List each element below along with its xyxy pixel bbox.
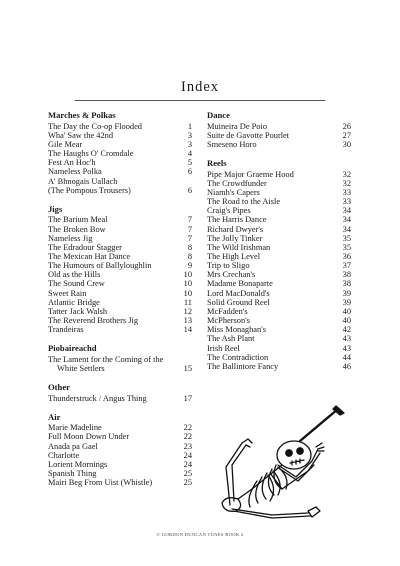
index-entry <box>207 234 351 243</box>
page-number: 30 <box>342 139 351 149</box>
tune-title: The Contradiction <box>207 352 269 362</box>
index-entry <box>207 140 351 149</box>
tune-title: Madame Bonaparte <box>207 279 273 289</box>
index-entry <box>48 243 192 252</box>
index-section <box>207 159 351 371</box>
index-entry <box>48 469 192 478</box>
page-number: 42 <box>342 325 351 335</box>
index-entry <box>48 167 192 176</box>
index-entry <box>48 215 192 224</box>
tune-title: The Lament for the Coming of the <box>48 354 164 364</box>
index-entry <box>48 460 192 469</box>
index-entry <box>207 279 351 288</box>
page-number: 13 <box>183 316 192 326</box>
page-number: 26 <box>342 121 351 131</box>
index-section <box>48 344 192 373</box>
index-entry <box>48 423 192 432</box>
page-number: 46 <box>342 361 351 371</box>
index-entry <box>48 432 192 441</box>
index-entry <box>207 316 351 325</box>
index-entry <box>48 252 192 261</box>
tune-title: Tatter Jack Walsh <box>48 306 108 316</box>
index-entry <box>207 325 351 334</box>
tune-title: Nameless Polka <box>48 167 102 177</box>
index-section <box>48 413 192 488</box>
index-entry <box>48 289 192 298</box>
index-entry <box>207 215 351 224</box>
page-number: 44 <box>342 352 351 362</box>
index-entry <box>207 252 351 261</box>
index-entry <box>48 186 192 195</box>
page-number: 32 <box>342 178 351 188</box>
tune-title: The Wild Irishman <box>207 242 271 252</box>
tune-title: The High Level <box>207 251 261 261</box>
tune-title: Atlantic Bridge <box>48 297 100 307</box>
index-entry <box>48 149 192 158</box>
page-number: 8 <box>187 251 192 261</box>
index-entry <box>207 225 351 234</box>
tune-title: Suite de Gavotte Pourlet <box>207 130 290 140</box>
tune-title: Pipe Major Graeme Hood <box>207 169 294 179</box>
page-number: 40 <box>342 306 351 316</box>
page-number: 12 <box>183 306 192 316</box>
page-number: 25 <box>183 478 192 488</box>
page-number: 10 <box>183 270 192 280</box>
index-entry <box>48 316 192 325</box>
section-heading: Piobaireachd <box>48 343 97 354</box>
page-number: 23 <box>183 441 192 451</box>
tune-title: McPherson's <box>207 316 250 326</box>
index-section <box>207 111 351 149</box>
section-heading: Dance <box>207 110 230 120</box>
index-entry <box>207 362 351 371</box>
page-number: 35 <box>342 242 351 252</box>
index-section <box>48 383 192 403</box>
page-number: 9 <box>187 261 192 271</box>
index-entry <box>207 197 351 206</box>
tune-title: Full Moon Down Under <box>48 432 130 442</box>
tune-title: Irish Reel <box>207 343 240 353</box>
index-section <box>48 111 192 195</box>
section-heading: Jigs <box>48 203 63 214</box>
page-number: 38 <box>342 270 351 280</box>
tune-title: Miss Monaghan's <box>207 325 266 335</box>
page-number: 24 <box>183 450 192 460</box>
page-number: 8 <box>187 242 192 252</box>
index-entry <box>207 170 351 179</box>
index-entry <box>48 298 192 307</box>
footer-copyright: © GORDON DUNCAN TUNES BOOK 2 <box>156 532 244 537</box>
page-number: 34 <box>342 224 351 234</box>
index-entry <box>48 140 192 149</box>
tune-title: Niamh's Capers <box>207 187 260 197</box>
page-number: 3 <box>187 130 192 140</box>
tune-title: Richard Dwyer's <box>207 224 264 234</box>
index-section <box>48 205 192 335</box>
index-entry <box>207 188 351 197</box>
tune-title: The Sound Crew <box>48 279 105 289</box>
tune-title: (The Pompous Trousers) <box>48 185 131 195</box>
tune-title: The Day the Co-op Flooded <box>48 121 142 131</box>
page-number: 25 <box>183 469 192 478</box>
page-number: 5 <box>187 158 192 168</box>
index-entry <box>48 225 192 234</box>
tune-title: The Road to the Aisle <box>207 197 281 207</box>
tune-title: The Barium Meal <box>48 215 108 225</box>
section-heading: Other <box>48 381 70 392</box>
tune-title: A' Bhnogais Uallach <box>48 176 118 186</box>
tune-title: Lord MacDonald's <box>207 288 270 298</box>
index-entry <box>48 307 192 316</box>
index-entry <box>48 270 192 279</box>
index-entry <box>48 364 192 373</box>
page-number: 1 <box>187 121 192 131</box>
skeleton-playing-whistle-icon <box>212 403 352 521</box>
index-entry <box>48 478 192 487</box>
tune-title: Spanish Thing <box>48 469 97 478</box>
tune-title: The Edradour Stagger <box>48 242 122 252</box>
tune-title: The Broken Bow <box>48 224 106 234</box>
page-number: 17 <box>183 393 192 403</box>
page-number: 33 <box>342 187 351 197</box>
tune-title: Craig's Pipes <box>207 206 251 216</box>
page-number: 24 <box>183 459 192 469</box>
tune-title: Charlotte <box>48 450 80 460</box>
index-entry <box>207 243 351 252</box>
tune-title: Fest An Hoc'h <box>48 158 96 168</box>
index-entry <box>207 131 351 140</box>
page-number: 7 <box>187 215 192 225</box>
index-entry <box>207 344 351 353</box>
index-entry <box>207 334 351 343</box>
tune-title: The Reverend Brothers Jig <box>48 316 139 326</box>
page-number: 6 <box>187 185 192 195</box>
index-entry <box>48 279 192 288</box>
section-heading: Reels <box>207 157 227 168</box>
title-rule <box>75 100 325 101</box>
tune-title: White Settlers <box>57 364 105 373</box>
page-number: 22 <box>183 432 192 442</box>
tune-title: Mairi Beg From Uist (Whistle) <box>48 478 153 488</box>
page-number: 43 <box>342 343 351 353</box>
tune-title: The Mexican Hat Dance <box>48 251 131 261</box>
index-entry <box>48 451 192 460</box>
index-right-column <box>207 111 351 381</box>
tune-title: Gile Mear <box>48 139 83 149</box>
page-number: 37 <box>342 261 351 271</box>
index-entry <box>48 325 192 334</box>
page-number: 36 <box>342 251 351 261</box>
page-number: 4 <box>187 149 192 159</box>
tune-title: Marie Madeline <box>48 423 102 433</box>
tune-title: The Haughs O' Cromdale <box>48 149 134 159</box>
page-number: 6 <box>187 167 192 177</box>
index-entry <box>207 179 351 188</box>
tune-title: Solid Ground Reel <box>207 297 270 307</box>
page-number: 14 <box>183 325 192 335</box>
index-entry <box>48 442 192 451</box>
tune-title: McFadden's <box>207 306 248 316</box>
tune-title: Wha' Saw the 42nd <box>48 130 114 140</box>
page-number: 15 <box>183 364 192 373</box>
page-number: 11 <box>183 297 192 307</box>
tune-title: Trip to Sligo <box>207 261 250 271</box>
page-number: 34 <box>342 215 351 225</box>
tune-title: Lorient Mornings <box>48 459 108 469</box>
tune-title: Smeseno Horo <box>207 139 257 149</box>
page-number: 7 <box>187 233 192 243</box>
page-number: 22 <box>183 423 192 433</box>
tune-title: The Ash Plant <box>207 334 255 344</box>
tune-title: Anada pa Gael <box>48 441 98 451</box>
tune-title: The Harris Dance <box>207 215 267 225</box>
index-entry <box>48 261 192 270</box>
index-entry <box>207 261 351 270</box>
index-entry <box>48 394 192 403</box>
page-number: 39 <box>342 288 351 298</box>
page-number: 38 <box>342 279 351 289</box>
page-number: 34 <box>342 206 351 216</box>
index-left-column <box>48 111 192 497</box>
index-entry <box>48 158 192 167</box>
index-entry <box>207 289 351 298</box>
tune-title: Mrs Crechan's <box>207 270 256 280</box>
page-number: 27 <box>342 130 351 140</box>
page-number: 33 <box>342 197 351 207</box>
index-entry <box>207 353 351 362</box>
tune-title: The Ballintore Fancy <box>207 361 279 371</box>
tune-title: Sweet Rain <box>48 288 87 298</box>
index-entry <box>48 234 192 243</box>
section-heading: Air <box>48 411 61 422</box>
page-number: 39 <box>342 297 351 307</box>
page-number: 7 <box>187 224 192 234</box>
page-number: 43 <box>342 334 351 344</box>
index-entry <box>48 177 192 186</box>
page-number: 10 <box>183 279 192 289</box>
page-number: 3 <box>187 139 192 149</box>
page-number: 10 <box>183 288 192 298</box>
page-number: 40 <box>342 316 351 326</box>
page-number: 32 <box>342 169 351 179</box>
index-entry <box>207 270 351 279</box>
index-entry <box>207 206 351 215</box>
index-entry <box>207 122 351 131</box>
tune-title: Trandeiras <box>48 325 84 335</box>
index-entry <box>48 122 192 131</box>
index-entry <box>48 355 192 364</box>
index-entry <box>207 307 351 316</box>
tune-title: The Humours of Ballyloughlin <box>48 261 152 271</box>
tune-title: The Jolly Tinker <box>207 233 263 243</box>
tune-title: Old as the Hills <box>48 270 101 280</box>
page-number: 35 <box>342 233 351 243</box>
section-heading: Marches & Polkas <box>48 110 116 120</box>
tune-title: Muineira De Poio <box>207 121 268 131</box>
tune-title: Thunderstruck / Angus Thing <box>48 393 147 403</box>
tune-title: The Crowdfunder <box>207 178 267 188</box>
index-entry <box>207 298 351 307</box>
index-entry <box>48 131 192 140</box>
page-title: Index <box>180 79 219 95</box>
tune-title: Nameless Jig <box>48 233 93 243</box>
